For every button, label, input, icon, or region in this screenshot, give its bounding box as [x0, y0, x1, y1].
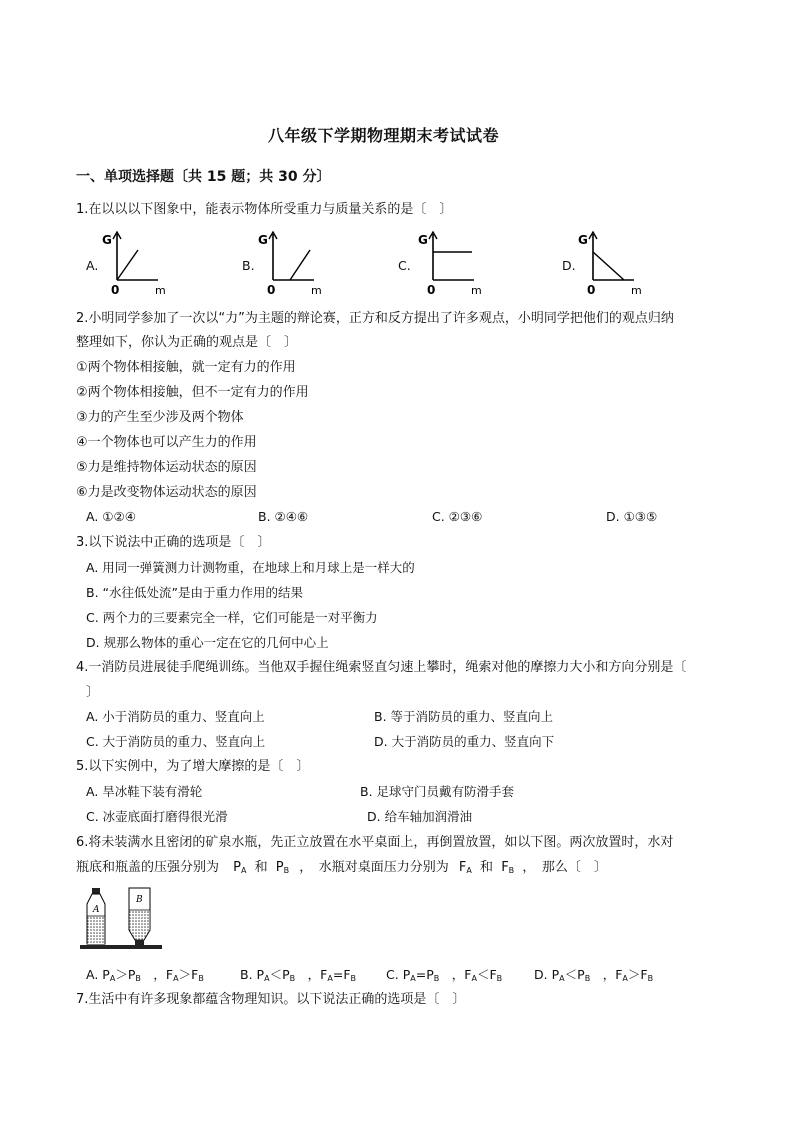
q3-option-d[interactable]: D. 规那么物体的重心一定在它的几何中心上 — [86, 635, 329, 650]
q6-option-d[interactable]: D. $P_A<P_B$ ，$F_A>F_B$ — [534, 967, 654, 983]
q6-option-a[interactable]: A. $P_A>P_B$ ，$F_A>F_B$ — [86, 967, 204, 983]
q2-item-2: ②两个物体相接触，但不一定有力的作用 — [76, 385, 309, 400]
q1-graph-b — [258, 228, 328, 298]
q2-item-1: ①两个物体相接触，就一定有力的作用 — [76, 360, 296, 375]
q2-item-3: ③力的产生至少涉及两个物体 — [76, 410, 244, 425]
q4-option-c[interactable]: C. 大于消防员的重力、竖直向上 — [86, 734, 266, 749]
svg-text:m: m — [155, 284, 166, 297]
svg-text:0: 0 — [587, 283, 596, 297]
question-4-stem-line1: 4.一消防员进展徒手爬绳训练。当他双手握住绳索竖直匀速上攀时，绳索对他的摩擦力大小和方向分别是〔 — [76, 660, 687, 675]
bottle-a-label: A — [93, 905, 100, 915]
svg-text:0: 0 — [427, 283, 436, 297]
q2-option-b[interactable]: B. ②④⑥ — [258, 509, 309, 524]
q1-option-c-label: C. — [398, 258, 411, 273]
q2-item-6: ⑥力是改变物体运动状态的原因 — [76, 485, 257, 500]
q1-graph-a-ylabel: G — [102, 233, 112, 247]
q2-item-5: ⑤力是维持物体运动状态的原因 — [76, 460, 257, 475]
question-2-stem-line1: 2.小明同学参加了一次以“力”为主题的辩论赛，正方和反方提出了许多观点，小明同学把他们的观点归纳 — [76, 311, 674, 326]
q4-option-a[interactable]: A. 小于消防员的重力、竖直向上 — [86, 709, 265, 724]
question-2-stem-line2: 整理如下，你认为正确的观点是〔 〕 — [76, 335, 298, 350]
q2-option-c[interactable]: C. ②③⑥ — [432, 509, 483, 524]
svg-text:m: m — [471, 284, 482, 297]
svg-text:G: G — [418, 233, 428, 247]
q2-option-a[interactable]: A. ①②④ — [86, 509, 136, 524]
svg-text:0: 0 — [267, 283, 276, 297]
q6-option-b[interactable]: B. $P_A<P_B$ ，$F_A=F_B$ — [240, 967, 357, 983]
bottle-b — [129, 888, 150, 946]
question-6-stem-line2: 瓶底和瓶盖的压强分别为 $P_A$ 和 $P_B$ ， 水瓶对桌面压力分别为 $F_A$ 和 $F_B$ ， 那么〔 〕 — [76, 860, 607, 875]
q1-graph-c — [418, 228, 488, 298]
page-title: 八年级下学期物理期末考试试卷 — [268, 126, 500, 145]
bottle-a — [87, 888, 105, 944]
q4-option-d[interactable]: D. 大于消防员的重力、竖直向下 — [374, 734, 555, 749]
svg-text:G: G — [258, 233, 268, 247]
q3-option-a[interactable]: A. 用同一弹簧测力计测物重，在地球上和月球上是一样大的 — [86, 560, 415, 575]
svg-text:m: m — [311, 284, 322, 297]
q6-bottles-figure — [78, 884, 164, 956]
q1-graph-a — [102, 228, 172, 298]
q1-graph-d — [578, 228, 648, 298]
bottle-b-label: B — [136, 895, 143, 905]
q1-option-d-label: D. — [562, 258, 576, 273]
q3-option-c[interactable]: C. 两个力的三要素完全一样，它们可能是一对平衡力 — [86, 610, 378, 625]
q5-option-d[interactable]: D. 给车轴加润滑油 — [367, 809, 473, 824]
q6-option-c[interactable]: C. $P_A=P_B$ ，$F_A<F_B$ — [386, 967, 503, 983]
q5-option-b[interactable]: B. 足球守门员戴有防滑手套 — [360, 784, 515, 799]
question-6-stem-line1: 6.将未装满水且密闭的矿泉水瓶，先正立放置在水平桌面上，再倒置放置，如以下图。两次放置时，水对 — [76, 835, 674, 850]
question-5-stem: 5.以下实例中，为了增大摩擦的是〔 〕 — [76, 759, 310, 774]
question-3-stem: 3.以下说法中正确的选项是〔 〕 — [76, 535, 271, 550]
q4-option-b[interactable]: B. 等于消防员的重力、竖直向上 — [374, 709, 554, 724]
q2-item-4: ④一个物体也可以产生力的作用 — [76, 435, 257, 450]
svg-text:m: m — [631, 284, 642, 297]
question-1-stem: 1.在以以以下图象中，能表示物体所受重力与质量关系的是〔 〕 — [76, 202, 453, 217]
svg-text:G: G — [578, 233, 588, 247]
question-7-stem: 7.生活中有许多现象都蕴含物理知识。以下说法正确的选项是〔 〕 — [76, 992, 466, 1007]
q5-option-a[interactable]: A. 旱冰鞋下装有滑轮 — [86, 784, 203, 799]
question-4-stem-line2: 〕 — [86, 685, 100, 700]
q5-option-c[interactable]: C. 冰壶底面打磨得很光滑 — [86, 809, 228, 824]
section-header: 一、单项选择题〔共 15 题；共 30 分〕 — [76, 169, 331, 185]
q3-option-b[interactable]: B. “水往低处流”是由于重力作用的结果 — [86, 585, 303, 600]
svg-text:0: 0 — [111, 283, 120, 297]
q2-option-d[interactable]: D. ①③⑤ — [606, 509, 658, 524]
q1-option-b-label: B. — [242, 258, 255, 273]
q1-option-a-label: A. — [86, 258, 99, 273]
